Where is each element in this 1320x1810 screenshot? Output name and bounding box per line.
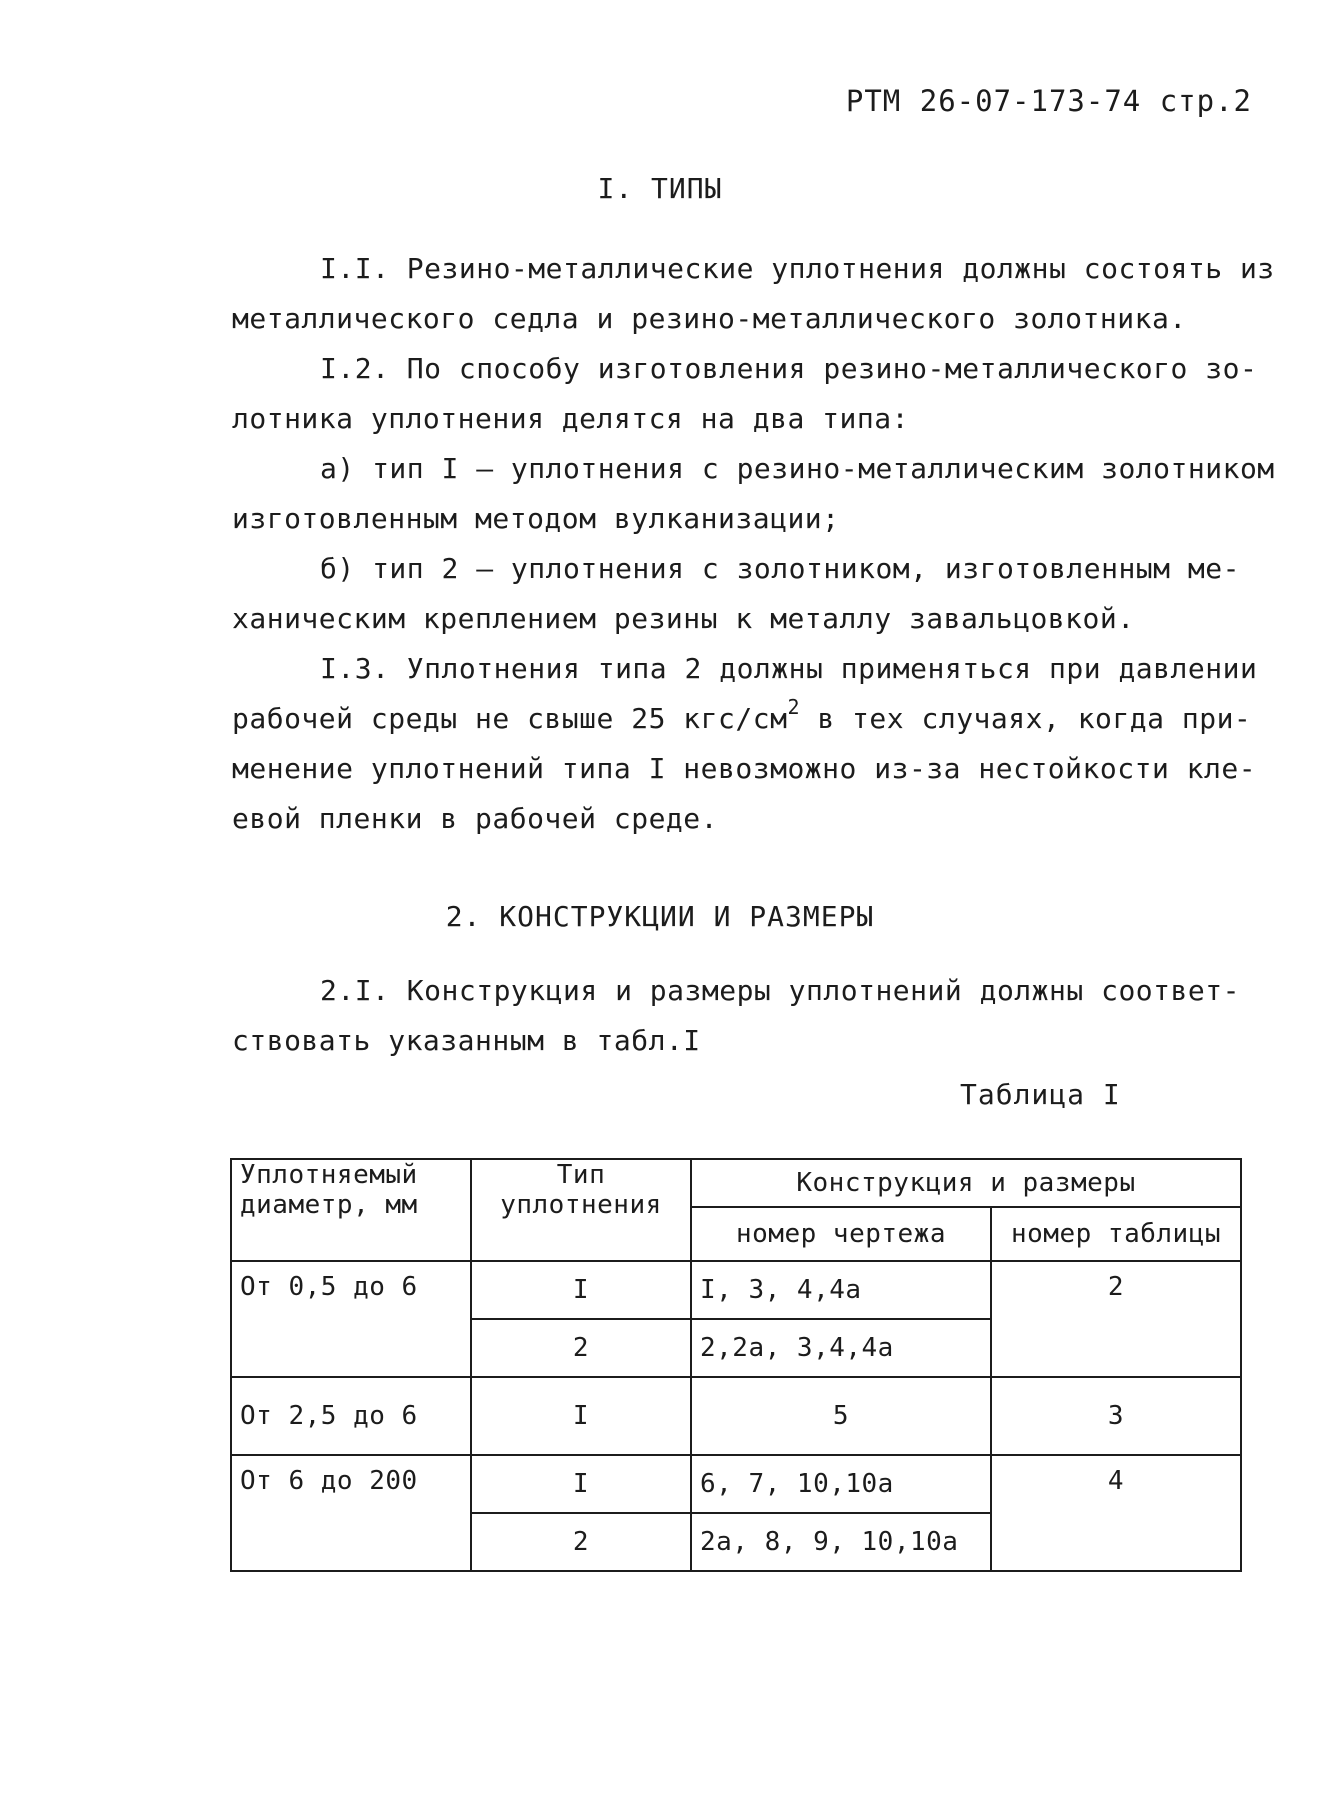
paragraph-1-3	[232, 644, 1258, 844]
paragraph-line: 2.I. Конструкция и размеры уплотнений должны соответ-	[320, 974, 1240, 1007]
cell-drawing: I, 3, 4,4а	[691, 1261, 991, 1319]
cell-type: I	[471, 1455, 691, 1513]
section-2-title: 2. КОНСТРУКЦИИ И РАЗМЕРЫ	[445, 900, 875, 933]
section-1-title: I. ТИПЫ	[597, 172, 723, 205]
header-drawing-number: номер чертежа	[691, 1207, 991, 1261]
paragraph-line: лотника уплотнения делятся на два типа:	[232, 402, 909, 435]
paragraph-line: ствовать указанным в табл.I	[232, 1024, 701, 1057]
paragraph-line: евой пленки в рабочей среде.	[232, 802, 719, 835]
paragraph-line: б) тип 2 – уплотнения с золотником, изготовленным ме-	[320, 552, 1240, 585]
paragraph-line: металлического седла и резино-металлического золотника.	[232, 302, 1187, 335]
paragraph-line: I.I. Резино-металлические уплотнения должны состоять из	[320, 252, 1275, 285]
paragraph-type-b	[232, 544, 1252, 644]
cell-type: 2	[471, 1319, 691, 1377]
paragraph-line: а) тип I – уплотнения с резино-металлическим золотником	[320, 452, 1275, 485]
header-diameter: Уплотняемый диаметр, мм	[231, 1159, 471, 1261]
paragraph-2-1	[232, 966, 1252, 1066]
unit-exponent: 2	[787, 695, 800, 719]
paragraph-type-a	[232, 444, 1275, 544]
paragraph-1-1	[232, 244, 1275, 344]
pressure-text: рабочей среды не свыше 25 кгс/см	[232, 702, 788, 735]
paragraph-line: I.3. Уплотнения типа 2 должны применяться при давлении	[320, 652, 1258, 685]
paragraph-1-2	[232, 344, 1258, 444]
cell-drawing: 2,2а, 3,4,4а	[691, 1319, 991, 1377]
table-row	[231, 1261, 1241, 1319]
table-header-row	[231, 1159, 1241, 1207]
header-seal-type: Тип уплотнения	[471, 1159, 691, 1261]
table-row	[231, 1455, 1241, 1513]
cell-table-number: 2	[991, 1261, 1241, 1377]
cell-diameter: От 0,5 до 6	[231, 1261, 471, 1377]
cell-diameter: От 6 до 200	[231, 1455, 471, 1571]
paragraph-line: изготовленным методом вулканизации;	[232, 502, 840, 535]
cell-table-number: 4	[991, 1455, 1241, 1571]
cell-table-number: 3	[991, 1377, 1241, 1455]
paragraph-line	[232, 694, 1252, 744]
paragraph-line: I.2. По способу изготовления резино-металлического зо-	[320, 352, 1258, 385]
cell-drawing: 2а, 8, 9, 10,10а	[691, 1513, 991, 1571]
pressure-text-tail: в тех случаях, когда при-	[799, 702, 1252, 735]
cell-type: 2	[471, 1513, 691, 1571]
cell-type: I	[471, 1377, 691, 1455]
page-header: РТМ 26-07-173-74 стр.2	[845, 84, 1252, 118]
cell-diameter: От 2,5 до 6	[231, 1377, 471, 1455]
seal-dimensions-table	[230, 1158, 1242, 1572]
header-construction: Конструкция и размеры	[691, 1159, 1241, 1207]
cell-drawing: 5	[691, 1377, 991, 1455]
table-row	[231, 1377, 1241, 1455]
cell-type: I	[471, 1261, 691, 1319]
cell-drawing: 6, 7, 10,10а	[691, 1455, 991, 1513]
paragraph-line: ханическим креплением резины к металлу завальцовкой.	[232, 602, 1135, 635]
paragraph-line: менение уплотнений типа I невозможно из-за нестойкости кле-	[232, 752, 1257, 785]
header-table-number: номер таблицы	[991, 1207, 1241, 1261]
table-caption: Таблица I	[960, 1078, 1121, 1111]
